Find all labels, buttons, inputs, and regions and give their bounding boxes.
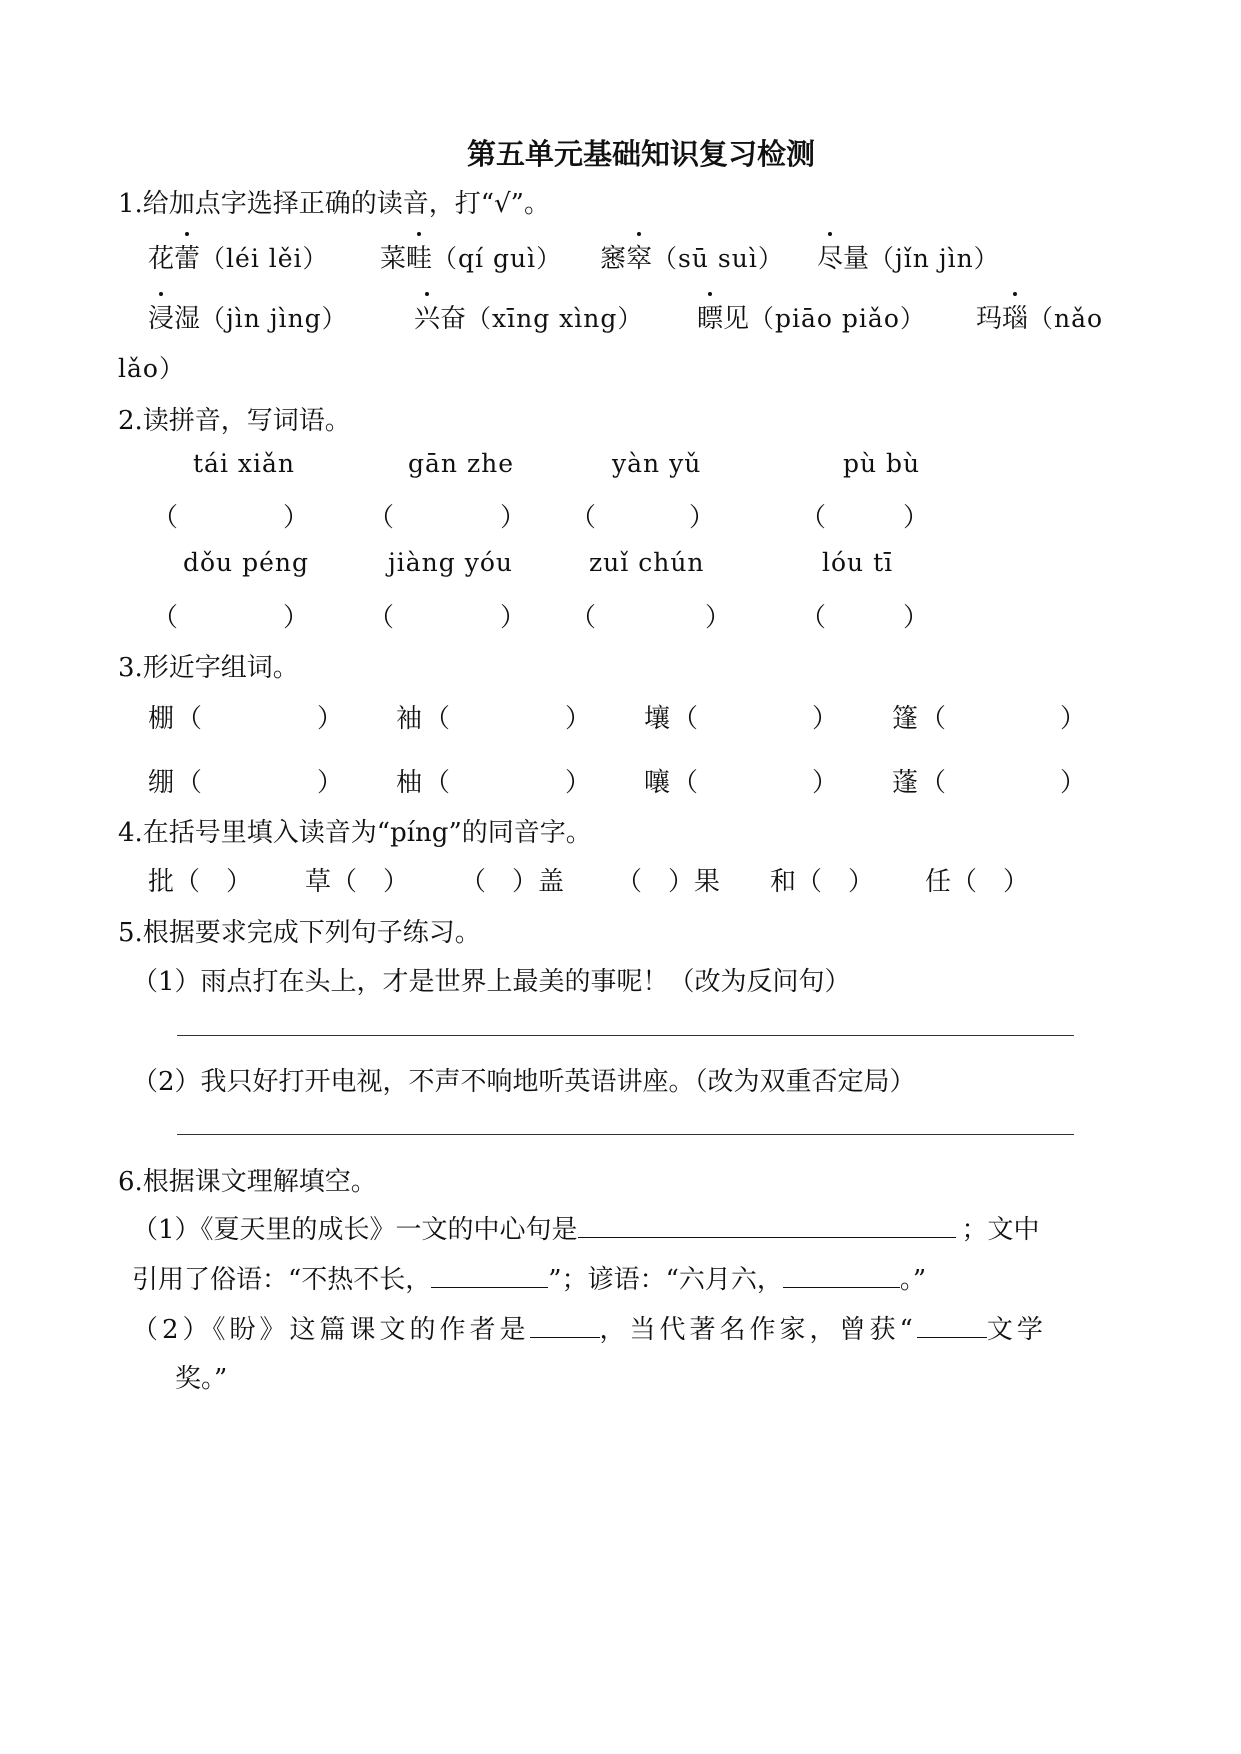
answer-paren-open: （ xyxy=(570,603,597,633)
q1-dotted-char: 蕾 xyxy=(174,238,200,275)
answer-paren-close: ） xyxy=(1060,704,1087,734)
q1-dotted-char: 浸 xyxy=(148,298,174,335)
q1-heading: 1.给加点字选择正确的读音，打“√”。 xyxy=(118,189,550,219)
answer-paren-open: （ xyxy=(800,603,827,633)
answer-paren-open: （ xyxy=(176,704,203,734)
fill-blank xyxy=(578,1215,956,1238)
answer-paren-open: （ xyxy=(672,768,699,798)
q1-dotted-char: 尽 xyxy=(817,238,843,275)
answer-paren-open: （ xyxy=(368,603,395,633)
q6-text: （1）《夏天里的成长》一文的中心句是 xyxy=(132,1215,578,1245)
answer-paren-close: ） xyxy=(565,768,592,798)
q3-char: 绷 xyxy=(148,768,175,798)
q6-heading: 6.根据课文理解填空。 xyxy=(118,1167,377,1197)
q6-para-1-line-1 xyxy=(132,1209,1040,1246)
q3-heading: 3.形近字组词。 xyxy=(118,653,299,683)
answer-paren-open: （ xyxy=(152,503,179,533)
q1-char: 奋 xyxy=(440,304,467,334)
q6-para-2-line-2: 奖。” xyxy=(175,1364,228,1394)
answer-paren-open: （ xyxy=(152,603,179,633)
pinyin: lóu tī xyxy=(822,548,894,577)
answer-paren-open: （ xyxy=(424,768,451,798)
q6-text: ”；谚语：“六月六， xyxy=(548,1265,783,1295)
answer-paren-close: ） xyxy=(705,603,732,633)
page-title: 第五单元基础知识复习检测 xyxy=(467,137,816,171)
q6-text: （2）《盼》这篇课文的作者是 xyxy=(132,1315,530,1345)
q1-item xyxy=(976,298,1103,335)
answer-paren-close: ） xyxy=(565,704,592,734)
fill-blank xyxy=(783,1265,900,1288)
pinyin: tái xiǎn xyxy=(193,449,295,478)
q1-char: 量 xyxy=(843,244,870,274)
pinyin: zuǐ chún xyxy=(589,548,705,577)
answer-paren-close: ） xyxy=(689,503,716,533)
q6-para-2-line-1 xyxy=(132,1309,1047,1346)
q1-options: （piāo piǎo） xyxy=(749,304,926,333)
answer-paren-open: （ xyxy=(672,704,699,734)
q1-continuation: lǎo） xyxy=(118,354,185,383)
answer-paren-close: ） xyxy=(317,768,344,798)
q1-char: 湿 xyxy=(174,304,201,334)
answer-paren-close: ） xyxy=(812,768,839,798)
q1-item xyxy=(600,238,784,275)
q1-dotted-char: 窣 xyxy=(626,238,652,275)
answer-paren-close: ） xyxy=(812,704,839,734)
q1-char: 花 xyxy=(148,244,175,274)
q1-item xyxy=(380,238,562,275)
q3-char: 棚 xyxy=(148,704,175,734)
q4-item: 批（ ） xyxy=(148,867,253,897)
answer-paren-close: ） xyxy=(903,603,930,633)
q1-options: （nǎo xyxy=(1028,304,1104,333)
fill-blank xyxy=(530,1315,600,1338)
q1-item xyxy=(817,238,1000,275)
pinyin: pù bù xyxy=(843,449,921,478)
q6-text: 文学 xyxy=(986,1315,1047,1345)
q3-char: 柚 xyxy=(396,768,423,798)
answer-line xyxy=(177,1134,1074,1135)
q4-item: （ ）果 xyxy=(616,867,721,897)
q1-dotted-char: 兴 xyxy=(414,298,440,335)
q2-heading: 2.读拼音，写词语。 xyxy=(118,406,351,436)
q1-options: （qí guì） xyxy=(432,244,563,273)
answer-paren-close: ） xyxy=(283,503,310,533)
q1-options: （xīng xìng） xyxy=(466,304,644,333)
answer-paren-close: ） xyxy=(500,503,527,533)
q3-char: 嚷 xyxy=(644,768,671,798)
q4-item: 草（ ） xyxy=(305,867,410,897)
pinyin: jiàng yóu xyxy=(388,548,513,577)
q6-text: ，当代著名作家，曾获“ xyxy=(599,1315,917,1345)
answer-paren-open: （ xyxy=(176,768,203,798)
answer-paren-close: ） xyxy=(1060,768,1087,798)
q5-heading: 5.根据要求完成下列句子练习。 xyxy=(118,918,481,948)
pinyin: gān zhe xyxy=(408,449,515,478)
q1-item xyxy=(148,298,348,335)
q6-text: ；文中 xyxy=(961,1215,1040,1245)
q6-text: 引用了俗语：“不热不长， xyxy=(132,1265,432,1295)
pinyin: yàn yǔ xyxy=(612,449,702,478)
answer-paren-close: ） xyxy=(317,704,344,734)
q1-options: （jìn jìng） xyxy=(200,304,348,333)
q6-para-1-line-2 xyxy=(132,1259,926,1296)
fill-blank xyxy=(431,1265,548,1288)
answer-paren-open: （ xyxy=(368,503,395,533)
q3-char: 壤 xyxy=(644,704,671,734)
q1-item xyxy=(414,298,643,335)
q3-char: 蓬 xyxy=(892,768,919,798)
answer-line xyxy=(177,1035,1074,1036)
fill-blank xyxy=(917,1315,987,1338)
q1-dotted-char: 畦 xyxy=(406,238,432,275)
q4-heading: 4.在括号里填入读音为“píng”的同音字。 xyxy=(118,818,592,848)
q1-dotted-char: 瑙 xyxy=(1002,298,1028,335)
q1-char: 玛 xyxy=(976,304,1003,334)
q1-item xyxy=(148,238,329,275)
q1-options: （jǐn jìn） xyxy=(869,244,1000,273)
q1-char: 见 xyxy=(723,304,750,334)
q6-text: 。” xyxy=(899,1265,927,1295)
q1-options: （sū suì） xyxy=(652,244,784,273)
q1-item xyxy=(697,298,926,335)
answer-paren-open: （ xyxy=(424,704,451,734)
answer-paren-close: ） xyxy=(500,603,527,633)
answer-paren-open: （ xyxy=(920,768,947,798)
answer-paren-close: ） xyxy=(283,603,310,633)
q1-dotted-char: 瞟 xyxy=(697,298,723,335)
q4-item: 和（ ） xyxy=(770,867,875,897)
q1-char: 菜 xyxy=(380,244,407,274)
q5-sentence-2: （2）我只好打开电视，不声不响地听英语讲座。（改为双重否定局） xyxy=(132,1067,916,1097)
answer-paren-open: （ xyxy=(800,503,827,533)
pinyin: dǒu péng xyxy=(183,548,310,577)
q5-sentence-1: （1）雨点打在头上，才是世界上最美的事呢！（改为反问句） xyxy=(132,967,851,997)
answer-paren-open: （ xyxy=(920,704,947,734)
q4-item: 任（ ） xyxy=(925,867,1030,897)
q4-item: （ ）盖 xyxy=(460,867,565,897)
q3-char: 篷 xyxy=(892,704,919,734)
answer-paren-open: （ xyxy=(570,503,597,533)
q1-options: （léi lěi） xyxy=(200,244,329,273)
q3-char: 袖 xyxy=(396,704,423,734)
q1-char: 窸 xyxy=(600,244,627,274)
answer-paren-close: ） xyxy=(903,503,930,533)
